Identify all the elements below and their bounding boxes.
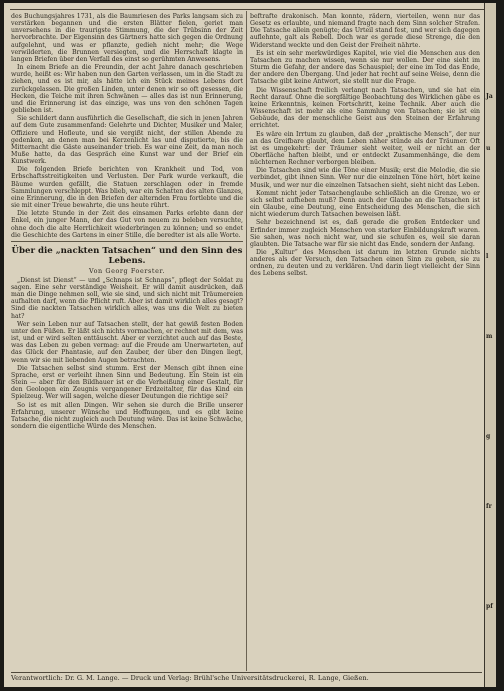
- right-paragraph: Die Tatsachen sind wie die Töne einer Musik; erst die Melodie, die sie verbindet, gibt ihnen Sinn. Wer nur die einzelnen Töne hört, hört keine Musik, und wer nur die einzelnen Tatsachen sieht, sieht nicht das Leben.: [250, 167, 480, 189]
- intro-paragraph: Die letzte Stunde in der Zeit des einsamen Parks erlebte dann der Enkel, ein junger Mann, der das Gut von neuem zu beleben versuchte, ohne doch die alte Herrlichkeit wiederbringen zu können; und so endet die Geschichte des Gartens in einer Stille, die beredter ist als alle Worte.: [11, 210, 243, 239]
- edge-mark: l: [486, 253, 489, 260]
- edge-mark: Ja: [486, 93, 493, 100]
- scan-border: [496, 0, 504, 691]
- edge-mark: pf: [486, 603, 493, 610]
- left-column: [11, 13, 243, 668]
- right-paragraph: Es ist ein sehr merkwürdiges Kapitel, wie viel die Menschen aus den Tatsachen zu machen wissen, wenn sie nur wollen. Der eine sieht im Sturm die Gefahr, der andere das Schauspiel; der eine im Tod das Ende, der andere den Übergang. Und jeder hat recht auf seine Weise, denn die Tatsache gibt keine Antwort, sie stellt nur die Frage.: [250, 49, 480, 86]
- edge-mark: u: [486, 145, 491, 152]
- right-paragraph: Die Wissenschaft freilich verlangt nach Tatsachen, und sie hat ein Recht darauf. Ohne die sorgfältige Beobachtung des Wirklichen gäbe es keine Erkenntnis, keinen Fortschritt, keine Technik. Aber auch die Wissenschaft ist mehr als eine Sammlung von Tatsachen; sie ist ein Gebäude, das der menschliche Geist aus den Steinen der Erfahrung errichtet.: [250, 86, 480, 130]
- intro-paragraph: des Buchungsjahres 1731, als die Baumriesen des Parks langsam sich zu verstärken begannen und die ersten Blätter fielen, geriet man unversehens in die traurigste Stimmung, die der Trübsinn der Zeit hervorbrachte. Der Eigensinn des Gärtners hatte sich gegen die Ordnung aufgelehnt, und was er pflanzte, gedieh nicht mehr; die Wege verwilderten, die Brunnen versiegten, und die Herrschaft klagte in langen Briefen über den Verfall des einst so gerühmten Anwesens.: [11, 13, 243, 63]
- top-rule: [10, 9, 490, 10]
- right-column: [250, 13, 480, 668]
- intro-paragraph: Die folgenden Briefe berichten von Krankheit und Tod, von Erbschaftsstreitigkeiten und Verlusten. Der Park wurde verkauft, die Bäume wurden gefällt, die Statuen zerschlagen oder in fremde Sammlungen verschleppt. Was blieb, war ein Schatten des alten Glanzes, eine Erinnerung, die in den Briefen der alternden Frau fortlebte und die sie mit einer Treue bewahrte, die uns heute rührt.: [11, 166, 243, 210]
- right-paragraph: Es wäre ein Irrtum zu glauben, daß der „praktische Mensch“, der nur an das Greifbare glaubt, dem Leben näher stünde als der Träumer. Oft ist es umgekehrt: der Träumer sieht weiter, weil er nicht an der Oberfläche haften bleibt, und er entdeckt Zusammenhänge, die dem nüchternen Rechner verborgen bleiben.: [250, 130, 480, 167]
- column-divider: [246, 11, 247, 671]
- imprint-footer: Verantwortlich: Dr. G. M. Lange. — Druck und Verlag: Brühl'sche Universitätsdruckerei, R. Lange, Gießen.: [11, 672, 482, 683]
- right-paragraph: beftrafte drakonisch. Man konnte, rädern, vierteilen, wenn nur das Gesetz es erlaubte, und niemand fragte nach dem Sinn solcher Strafen. Die Tatsache allein genügte; das Urteil stand fest, und wer sich dagegen auflehnte, galt als Rebell. Doch war es gerade diese Strenge, die den Widerstand weckte und den Geist der Freiheit nährte.: [250, 13, 480, 49]
- article-author: Von Georg Foerster.: [88, 266, 166, 275]
- intro-paragraph: Sie schildert dann ausführlich die Gesellschaft, die sich in jenen Jahren auf dem Gute zusammenfand: Gelehrte und Dichter, Musiker und Maler, Offiziere und Hofleute, und sie vergißt nicht, der stillen Abende zu gedenken, an denen man bei Kerzenlicht las und disputierte, bis die Mitternacht die Gäste auseinander trieb. Es war eine Zeit, da man noch Muße hatte, da das Gespräch eine Kunst war und der Brief ein Kunstwerk.: [11, 115, 243, 166]
- section-rule: [11, 241, 243, 242]
- article-paragraph: Die Tatsachen selbst sind stumm. Erst der Mensch gibt ihnen eine Sprache, erst er verleiht ihnen Sinn und Bedeutung. Ein Stein ist ein Stein — aber für den Bildhauer ist er die Verheißung einer Gestalt, für den Geologen ein Zeugnis vergangener Erdzeitalter, für das Kind ein Spielzeug. Wer will sagen, welche dieser Deutungen die richtige sei?: [11, 364, 243, 401]
- article-paragraph: Wer sein Leben nur auf Tatsachen stellt, der hat gewiß festen Boden unter den Füßen. Er läßt sich nichts vormachen, er rechnet mit dem, was ist, und er wird selten enttäuscht. Aber er verzichtet auch auf das Beste, was das Leben zu geben vermag: auf die Freude am Unerwarteten, auf das Glück der Phantasie, auf den Zauber, der über den Dingen liegt, wenn wir sie mit liebenden Augen betrachten.: [11, 320, 243, 364]
- right-paragraph: Sehr bezeichnend ist es, daß gerade die großen Entdecker und Erfinder immer zugleich Menschen von starker Einbildungskraft waren. Sie sahen, was noch nicht war, und sie schufen es, weil sie daran glaubten. Die Tatsache war für sie nicht das Ende, sondern der Anfang.: [250, 219, 480, 248]
- right-paragraph: Kommt nicht jeder Tatsachenglaube schließlich an die Grenze, wo er sich selbst aufheben muß? Denn auch der Glaube an die Tatsachen ist ein Glaube, eine Deutung, eine Entscheidung des Menschen, die sich nicht wiederum durch Tatsachen beweisen läßt.: [250, 189, 480, 219]
- article-title: Über die „nackten Tatsachen“ und den Sinn des Lebens.: [11, 245, 243, 266]
- article-paragraph: So ist es mit allen Dingen. Wir sehen sie durch die Brille unserer Erfahrung, unserer Wünsche und Hoffnungen, und es gibt keine Tatsache, die nicht zugleich auch Deutung wäre. Das ist keine Schwäche, sondern die eigentliche Würde des Menschen.: [11, 401, 243, 430]
- intro-paragraph: In einem Briefe an die Freundin, der acht Jahre danach geschrieben wurde, heißt es: Wir haben nun den Garten verlassen, um in die Stadt zu ziehen, und es ist mir, als hätte ich ein Stück meines Lebens dort zurückgelassen. Die großen Linden, unter denen wir so oft gesessen, die Hecken, die Teiche mit ihren Schwänen — alles das ist nun Erinnerung, und die Erinnerung ist das einzige, was uns von den schönen Tagen geblieben ist.: [11, 64, 243, 115]
- edge-mark: m: [486, 333, 493, 340]
- newspaper-page: [4, 3, 496, 687]
- article-paragraph: „Dienst ist Dienst“ — und „Schnaps ist Schnaps“, pflegt der Soldat zu sagen. Eine sehr verständige Weisheit. Er will damit ausdrücken, daß man die Dinge nehmen soll, wie sie sind, und sich nicht mit Träumereien aufhalten darf, wenn die Pflicht ruft. Aber ist damit wirklich alles gesagt? Sind die nackten Tatsachen wirklich alles, was uns die Welt zu bieten hat?: [11, 276, 243, 320]
- adjacent-page-edge: [484, 3, 496, 687]
- edge-mark: fr: [486, 503, 492, 510]
- edge-mark: g: [486, 433, 491, 440]
- right-paragraph: Die „Kultur“ des Menschen ist darum im letzten Grunde nichts anderes als der Versuch, den Tatsachen einen Sinn zu geben, sie zu ordnen, zu deuten und zu verklären. Und darin liegt vielleicht der Sinn des Lebens selbst.: [250, 249, 480, 278]
